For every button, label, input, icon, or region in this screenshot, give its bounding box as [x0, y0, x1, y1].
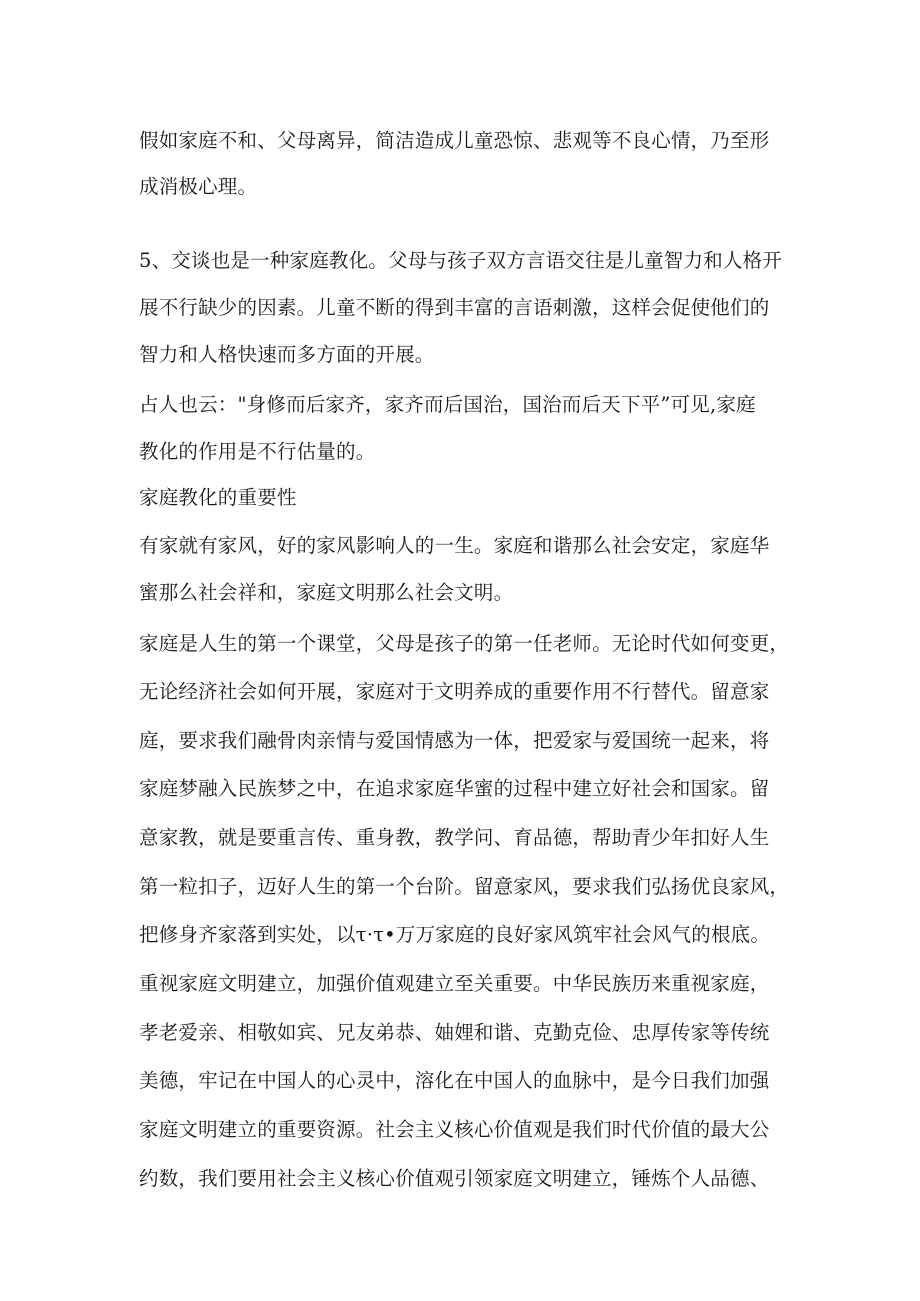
text-line: 约数，我们要用社会主义核心价值观引领家庭文明建立，锤炼个人品德、 — [139, 1167, 770, 1190]
text-line: 庭，要求我们融骨肉亲情与爱国情感为一体，把爱家与爱国统一起来，将 — [139, 729, 770, 752]
text-line: 重视家庭文明建立，加强价值观建立至关重要。中华民族历来重视家庭， — [139, 972, 770, 995]
text-line: 意家教，就是要重言传、重身教，教学问、育品德，帮助青少年扣好人生 — [139, 826, 770, 849]
text-line: 5、交谈也是一种家庭教化。父母与孩子双方言语交往是儿童智力和人格开 — [139, 249, 783, 272]
text-line: 有家就有家风，好的家风影响人的一生。家庭和谐那么社会安定，家庭华 — [139, 534, 770, 557]
text-line: 把修身齐家落到实处，以τ·τ•万万家庭的良好家风筑牢社会风气的根底。 — [139, 923, 771, 946]
text-line: 家庭是人生的第一个课堂，父母是孩子的第一任老师。无论时代如何变更， — [139, 632, 790, 655]
text-line: 蜜那么社会祥和，家庭文明那么社会文明。 — [139, 581, 514, 604]
text-line: 假如家庭不和、父母离异，简洁造成儿童恐惊、悲观等不良心情，乃至形 — [139, 129, 770, 152]
text-line: 第一粒扣子，迈好人生的第一个台阶。留意家风，要求我们弘扬优良家风， — [139, 875, 790, 898]
text-line: 孝老爱亲、相敬如宾、兄友弟恭、妯娌和谐、克勤克俭、忠厚传家等传统 — [139, 1021, 770, 1044]
text-line: 美德，牢记在中国人的心灵中，溶化在中国人的血脉中，是今日我们加强 — [139, 1069, 770, 1092]
text-line: 占人也云："身修而后家齐，家齐而后国治，国治而后天下平”可见,家庭 — [139, 393, 756, 416]
text-line: 智力和人格快速而多方面的开展。 — [139, 343, 435, 366]
text-line: 成消极心理。 — [139, 175, 258, 198]
text-line: 家庭文明建立的重要资源。社会主义核心价值观是我们时代价值的最大公 — [139, 1118, 770, 1141]
text-line: 展不行缺少的因素。儿童不断的得到丰富的言语刺激，这样会促使他们的 — [139, 296, 770, 319]
text-line: 无论经济社会如何开展，家庭对于文明养成的重要作用不行替代。留意家 — [139, 680, 770, 703]
section-heading: 家庭教化的重要性 — [139, 486, 297, 509]
text-line: 家庭梦融入民族梦之中，在追求家庭华蜜的过程中建立好社会和国家。留 — [139, 777, 770, 800]
text-line: 教化的作用是不行估量的。 — [139, 440, 376, 463]
